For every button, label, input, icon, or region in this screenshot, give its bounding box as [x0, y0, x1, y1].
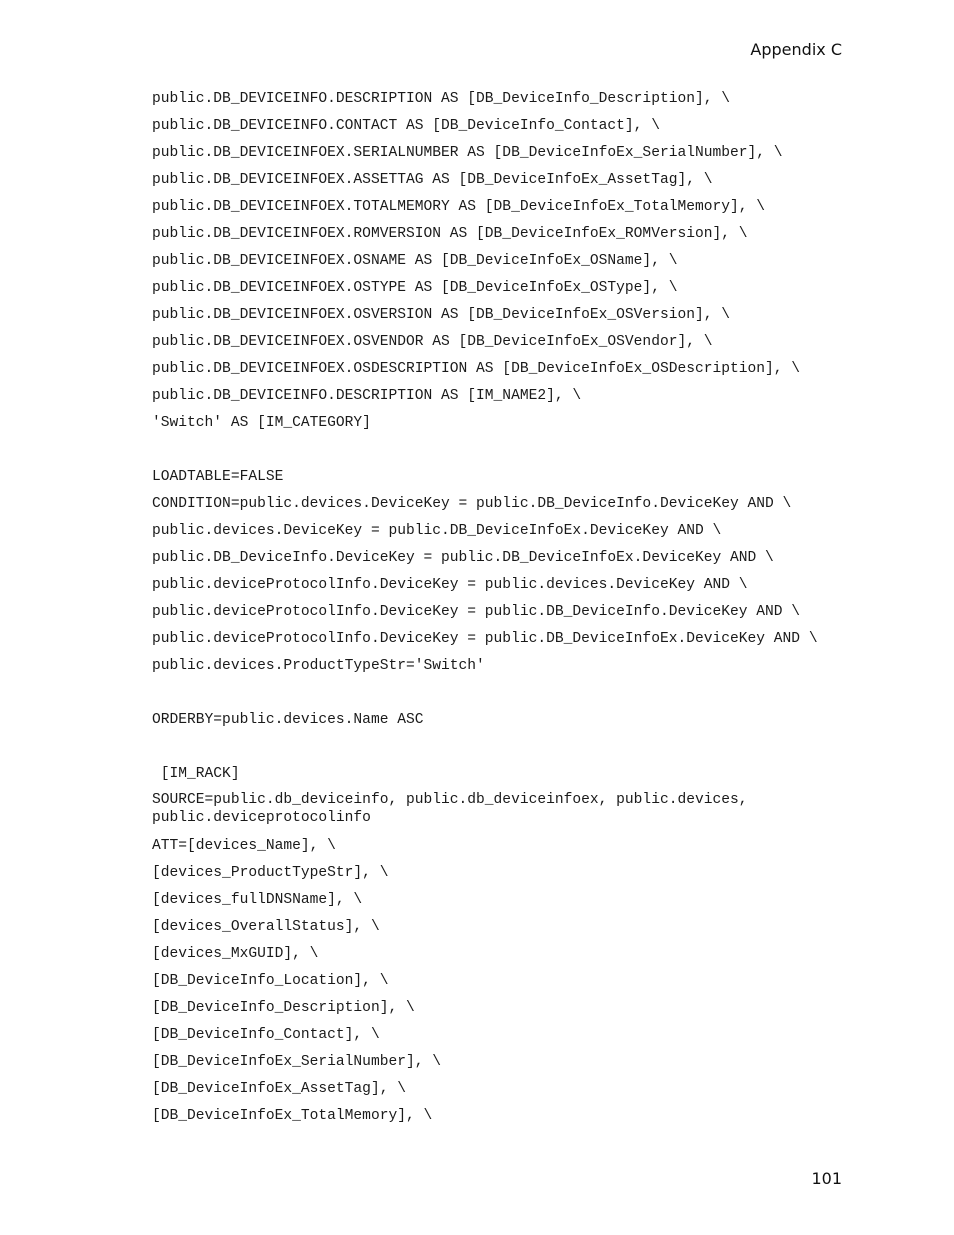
code-line: public.DB_DEVICEINFO.DESCRIPTION AS [DB_DeviceInfo_Description], \ — [152, 91, 731, 107]
code-line: [DB_DeviceInfoEx_SerialNumber], \ — [152, 1054, 442, 1070]
code-line: [devices_MxGUID], \ — [152, 946, 319, 962]
code-line: public.DB_DEVICEINFOEX.OSNAME AS [DB_DeviceInfoEx_OSName], \ — [152, 253, 678, 269]
code-line: SOURCE=public.db_deviceinfo, public.db_deviceinfoex, public.devices, public.deviceprotocolinfo — [152, 792, 748, 826]
code-line: public.DB_DEVICEINFOEX.OSTYPE AS [DB_DeviceInfoEx_OSType], \ — [152, 280, 678, 296]
code-line: [DB_DeviceInfo_Location], \ — [152, 973, 389, 989]
page-number: 101 — [811, 1169, 842, 1188]
code-line: [DB_DeviceInfoEx_AssetTag], \ — [152, 1081, 406, 1097]
code-line: public.DB_DEVICEINFOEX.TOTALMEMORY AS [DB_DeviceInfoEx_TotalMemory], \ — [152, 199, 766, 215]
code-line: [DB_DeviceInfo_Contact], \ — [152, 1027, 380, 1043]
code-line: public.DB_DEVICEINFO.DESCRIPTION AS [IM_NAME2], \ — [152, 388, 582, 404]
code-line: public.DB_DEVICEINFOEX.ROMVERSION AS [DB_DeviceInfoEx_ROMVersion], \ — [152, 226, 748, 242]
code-line: public.deviceProtocolInfo.DeviceKey = public.DB_DeviceInfoEx.DeviceKey AND \ — [152, 631, 818, 647]
code-line: [DB_DeviceInfoEx_TotalMemory], \ — [152, 1108, 433, 1124]
code-line: 'Switch' AS [IM_CATEGORY] — [152, 415, 371, 431]
code-line: public.DB_DeviceInfo.DeviceKey = public.DB_DeviceInfoEx.DeviceKey AND \ — [152, 550, 774, 566]
code-line — [152, 737, 818, 764]
code-line: ORDERBY=public.devices.Name ASC — [152, 712, 424, 728]
code-line: public.DB_DEVICEINFOEX.OSDESCRIPTION AS [DB_DeviceInfoEx_OSDescription], \ — [152, 361, 801, 377]
code-line — [152, 440, 818, 467]
page-header-section: Appendix C — [750, 40, 842, 59]
code-line: ATT=[devices_Name], \ — [152, 838, 336, 854]
code-line: public.devices.ProductTypeStr='Switch' — [152, 658, 485, 674]
code-line: [devices_fullDNSName], \ — [152, 892, 363, 908]
code-line: [DB_DeviceInfo_Description], \ — [152, 1000, 415, 1016]
code-line: public.DB_DEVICEINFO.CONTACT AS [DB_DeviceInfo_Contact], \ — [152, 118, 660, 134]
code-line: public.deviceProtocolInfo.DeviceKey = public.devices.DeviceKey AND \ — [152, 577, 748, 593]
code-line: public.DB_DEVICEINFOEX.SERIALNUMBER AS [DB_DeviceInfoEx_SerialNumber], \ — [152, 145, 783, 161]
code-line: [devices_OverallStatus], \ — [152, 919, 380, 935]
code-line — [152, 683, 818, 710]
code-listing — [152, 89, 818, 1133]
code-line: [IM_RACK] — [152, 766, 240, 782]
code-line: CONDITION=public.devices.DeviceKey = public.DB_DeviceInfo.DeviceKey AND \ — [152, 496, 792, 512]
code-line: public.DB_DEVICEINFOEX.OSVENDOR AS [DB_DeviceInfoEx_OSVendor], \ — [152, 334, 713, 350]
code-line: [devices_ProductTypeStr], \ — [152, 865, 389, 881]
code-line: public.DB_DEVICEINFOEX.ASSETTAG AS [DB_DeviceInfoEx_AssetTag], \ — [152, 172, 713, 188]
code-line: LOADTABLE=FALSE — [152, 469, 284, 485]
code-line: public.devices.DeviceKey = public.DB_DeviceInfoEx.DeviceKey AND \ — [152, 523, 722, 539]
code-line: public.DB_DEVICEINFOEX.OSVERSION AS [DB_DeviceInfoEx_OSVersion], \ — [152, 307, 731, 323]
code-line: public.deviceProtocolInfo.DeviceKey = public.DB_DeviceInfo.DeviceKey AND \ — [152, 604, 801, 620]
